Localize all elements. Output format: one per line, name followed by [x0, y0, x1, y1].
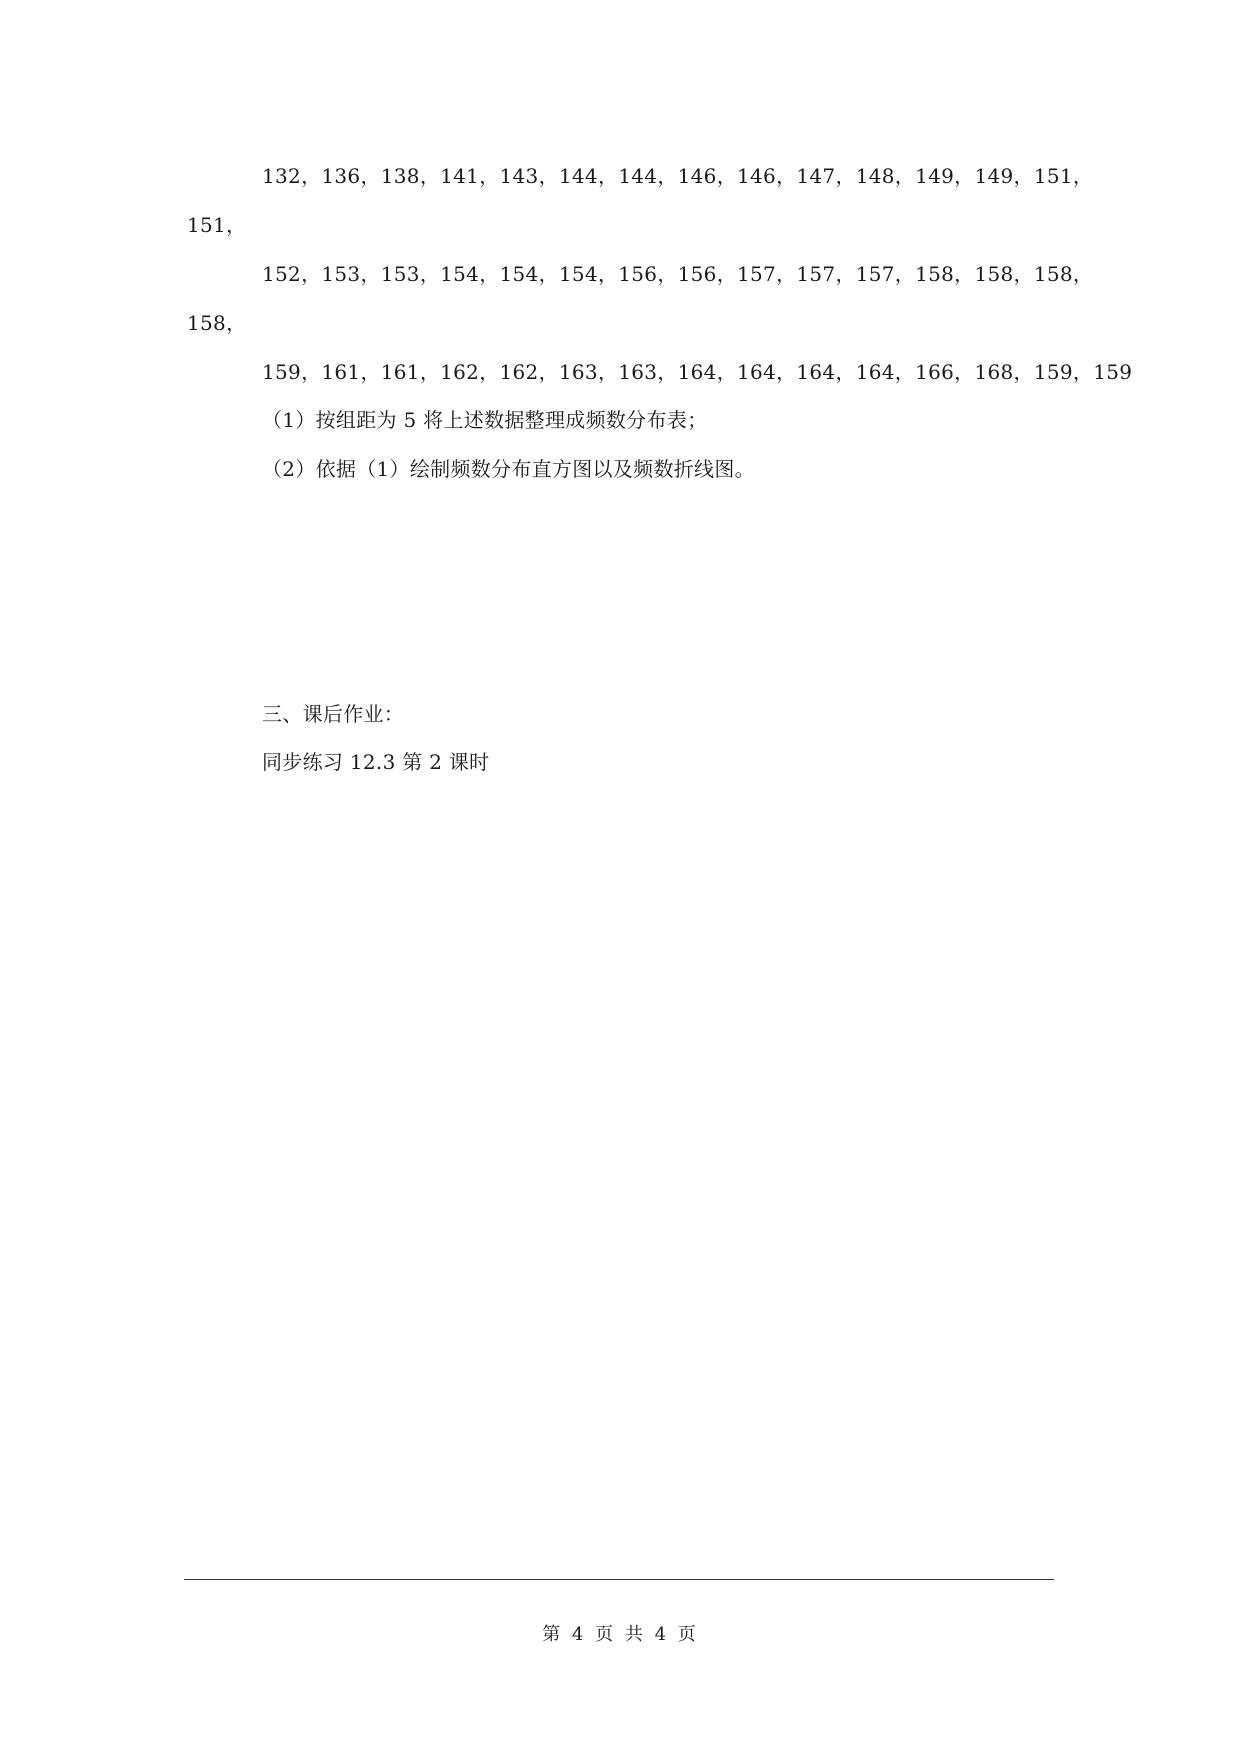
data-row-1-wrap: 151，: [187, 213, 247, 237]
footer-divider: [184, 1579, 1054, 1580]
data-row-2-wrap: 158，: [187, 311, 247, 335]
question-2: （2）依据（1）绘制频数分布直方图以及频数折线图。: [262, 457, 755, 481]
data-row-2: 152，153，153，154，154，154，156，156，157，157，157，158，158，158，: [262, 262, 1094, 286]
data-row-3: 159，161，161，162，162，163，163，164，164，164，164，166，168，159，159: [262, 360, 1133, 384]
data-row-1: 132，136，138，141，143，144，144，146，146，147，148，149，149，151，: [262, 164, 1094, 188]
homework-heading: 三、课后作业：: [262, 702, 405, 726]
page-number: 第 4 页 共 4 页: [542, 1624, 699, 1645]
homework-content: 同步练习 12.3 第 2 课时: [262, 750, 490, 774]
question-1: （1）按组距为 5 将上述数据整理成频数分布表；: [262, 408, 708, 432]
